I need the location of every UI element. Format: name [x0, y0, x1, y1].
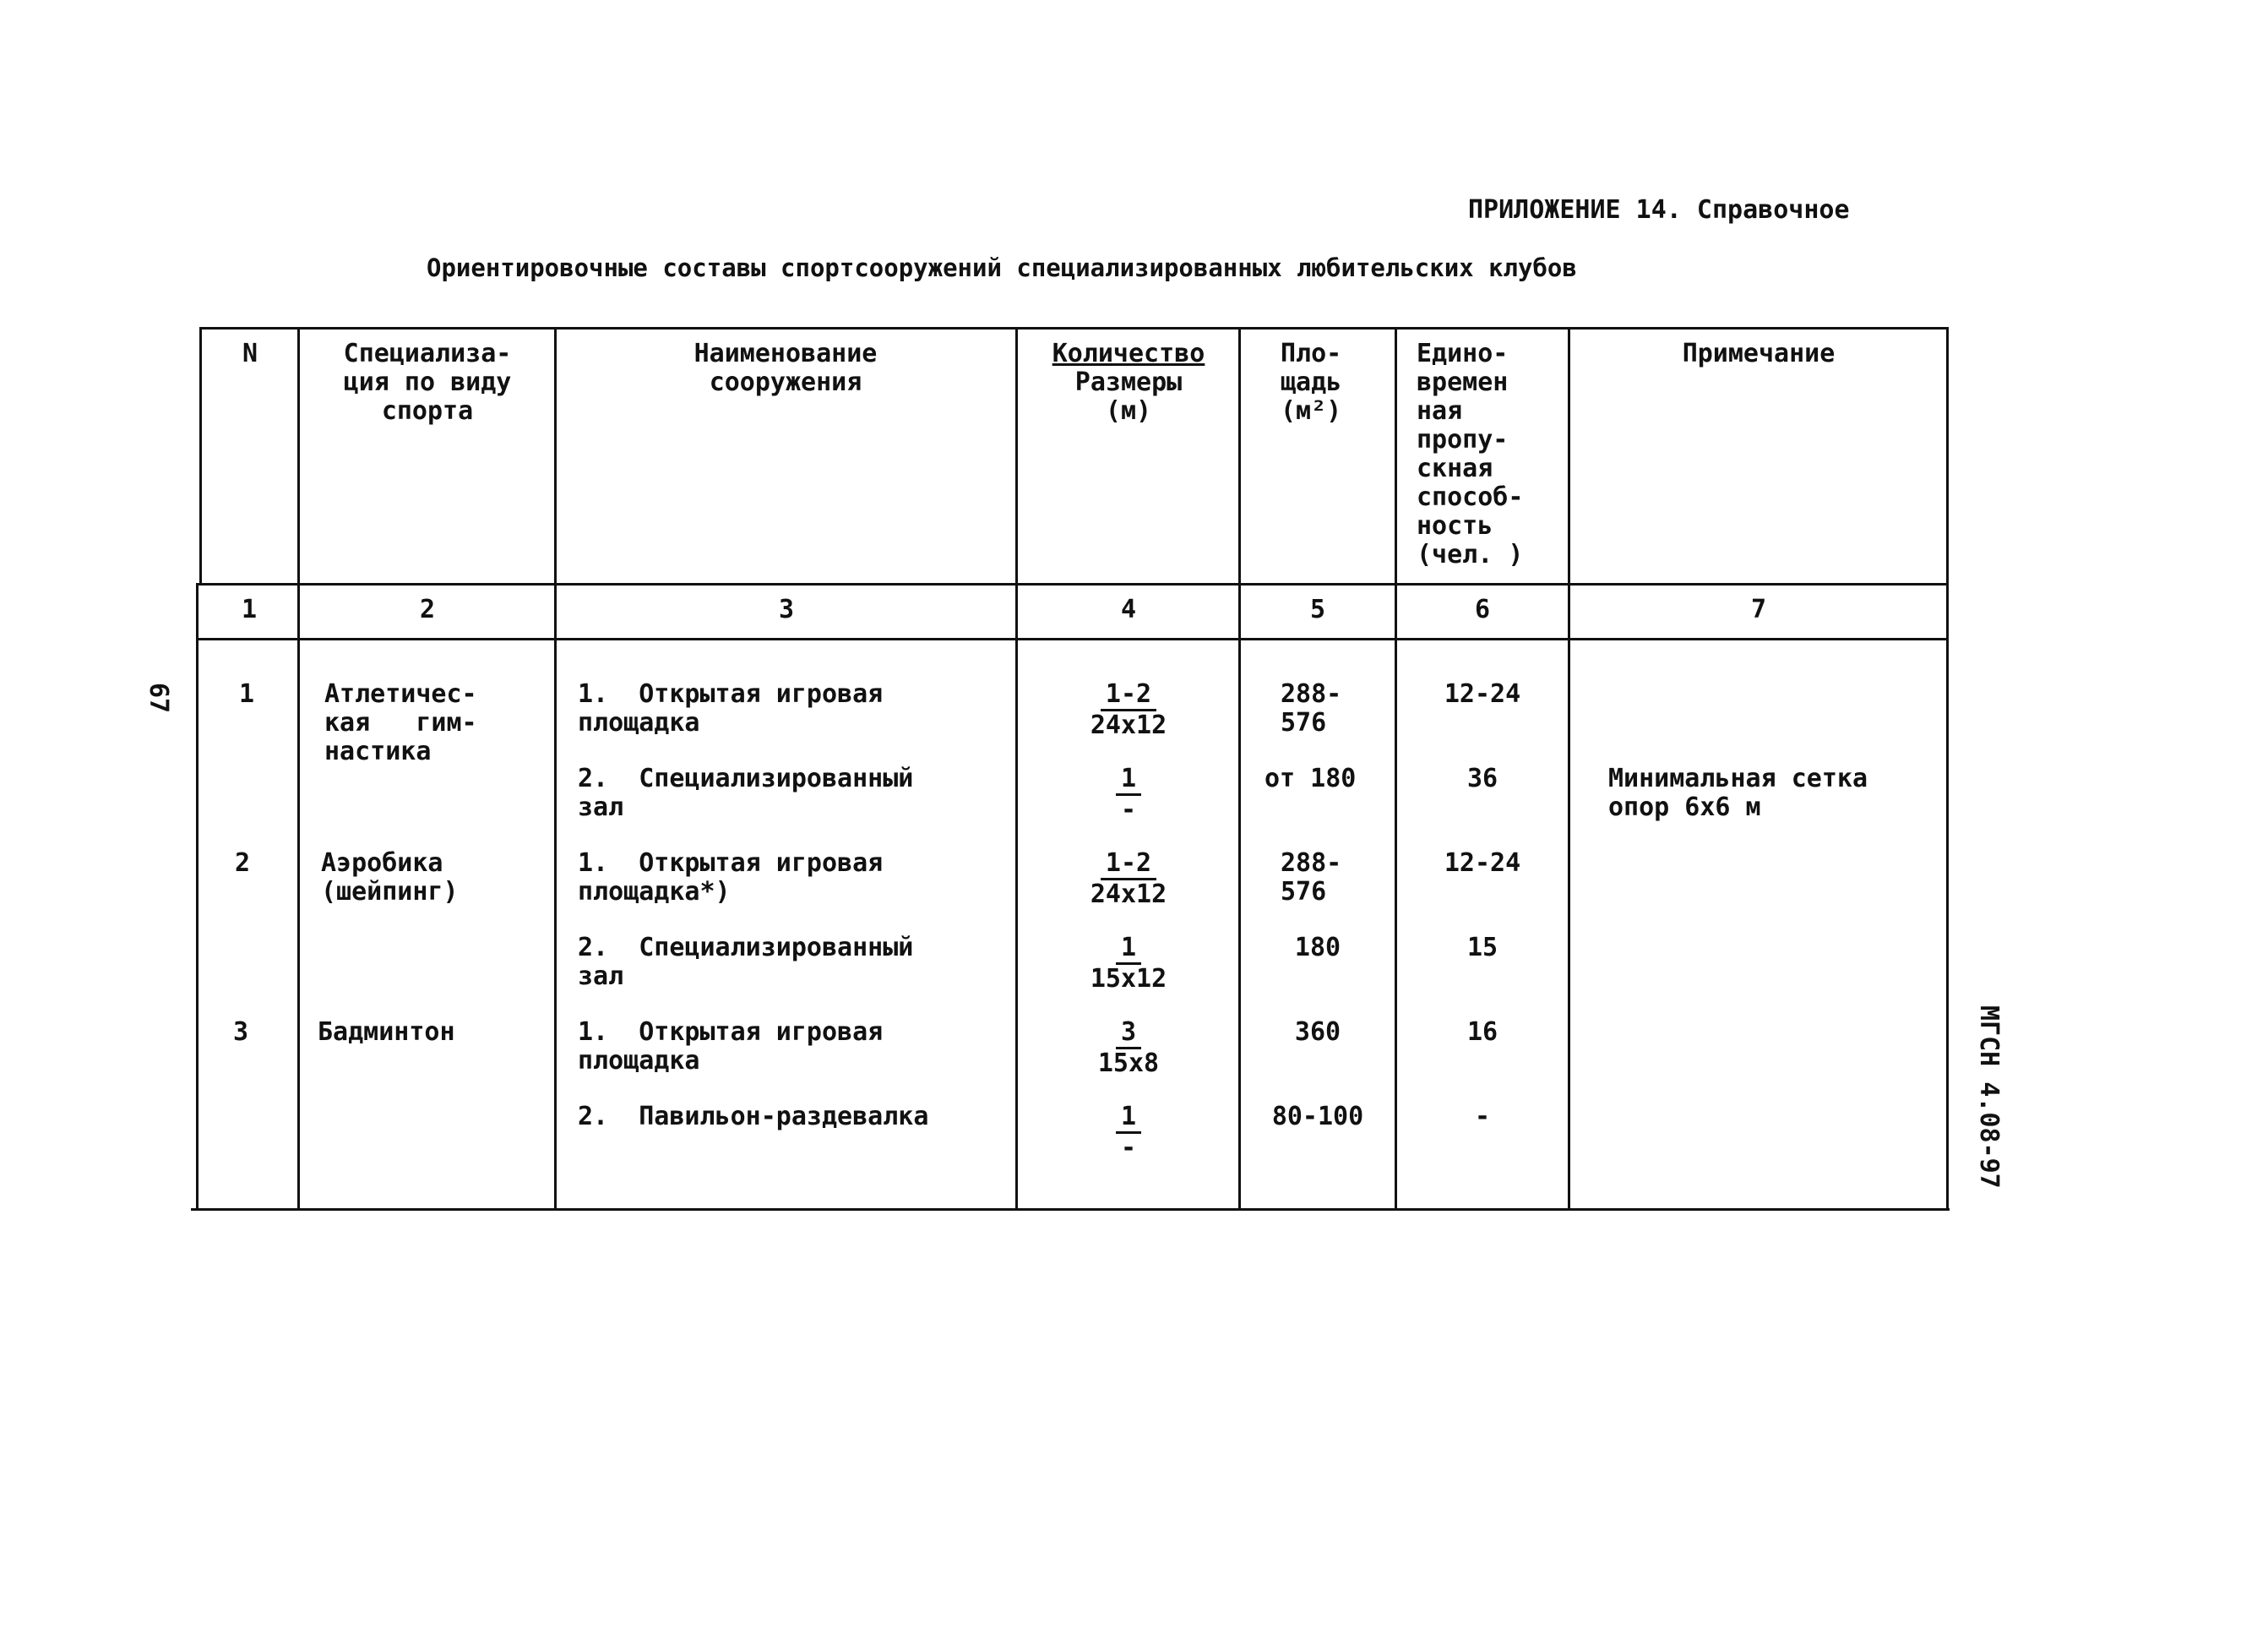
- column-number-4: 4: [1120, 595, 1137, 624]
- row-area: 360: [1294, 1017, 1341, 1047]
- row-facility-name: 1. Открытая игровая площадка: [578, 679, 884, 738]
- row-quantity: 1: [1116, 934, 1141, 965]
- row-size: -: [1120, 1133, 1137, 1163]
- row-facility-name: 1. Открытая игровая площадка: [578, 1017, 884, 1076]
- row-size: 24х12: [1090, 711, 1167, 740]
- row-area: 288- 576: [1281, 848, 1342, 907]
- header-col-note: Примечание: [1682, 339, 1836, 368]
- row-size: 24х12: [1090, 880, 1167, 909]
- row-capacity: 15: [1466, 933, 1498, 962]
- column-number-7: 7: [1750, 595, 1767, 624]
- row-capacity: -: [1474, 1102, 1491, 1131]
- row-area: 80-100: [1271, 1102, 1364, 1131]
- header-col-capacity: Едино- времен ная пропу- скная способ- ность (чел. ): [1417, 339, 1524, 569]
- row-quantity-size: [1044, 849, 1213, 909]
- row-capacity: 36: [1466, 764, 1498, 793]
- header-col-area: Пло- щадь (м²): [1281, 339, 1342, 426]
- column-number-1: 1: [241, 595, 258, 624]
- table-title: Ориентировочные составы спортсооружений специализированных любительских клубов: [427, 253, 1577, 282]
- header-col-specialization: Специализа- ция по виду спорта: [343, 339, 512, 426]
- page-number: 67: [144, 683, 173, 714]
- row-area: от 180: [1265, 764, 1357, 793]
- row-quantity: 1-2: [1101, 849, 1156, 880]
- row-size: 15х12: [1090, 964, 1167, 994]
- row-facility-name: 1. Открытая игровая площадка*): [578, 848, 884, 907]
- header-col-number: N: [242, 339, 258, 368]
- header-col-quantity: Количество: [1052, 339, 1205, 368]
- appendix-label: ПРИЛОЖЕНИЕ 14. Справочное: [1468, 195, 1850, 225]
- column-number-6: 6: [1474, 595, 1491, 624]
- row-specialization: Атлетичес- кая гим- настика: [324, 679, 477, 766]
- row-quantity: 1: [1116, 765, 1141, 796]
- column-number-5: 5: [1309, 595, 1326, 624]
- row-quantity: 1: [1116, 1103, 1141, 1134]
- row-size: -: [1120, 795, 1137, 825]
- row-note: Минимальная сетка опор 6х6 м: [1608, 764, 1868, 822]
- row-quantity-size: [1044, 1018, 1213, 1078]
- header-col-facility-name: Наименование сооружения: [693, 339, 878, 397]
- row-specialization: Бадминтон: [318, 1017, 455, 1047]
- row-facility-name: 2. Специализированный зал: [578, 764, 914, 822]
- row-area: 180: [1294, 933, 1341, 962]
- row-quantity-size: [1044, 1103, 1213, 1163]
- row-capacity: 12-24: [1444, 848, 1521, 878]
- row-number: 2: [235, 848, 251, 878]
- document-code: МГСН 4.08-97: [1974, 1005, 2004, 1189]
- row-quantity-size: [1044, 765, 1213, 825]
- row-area: 288- 576: [1281, 679, 1342, 738]
- row-quantity: 3: [1116, 1018, 1141, 1049]
- column-number-2: 2: [419, 595, 436, 624]
- row-size: 15х8: [1097, 1049, 1160, 1078]
- header-col-dimensions: Размеры (м): [1074, 368, 1183, 426]
- column-number-3: 3: [778, 595, 795, 624]
- row-number: 1: [239, 679, 255, 709]
- row-quantity-size: [1044, 680, 1213, 740]
- row-facility-name: 2. Специализированный зал: [578, 933, 914, 991]
- row-capacity: 16: [1466, 1017, 1498, 1047]
- row-quantity-size: [1044, 934, 1213, 994]
- row-capacity: 12-24: [1444, 679, 1521, 709]
- row-number: 3: [233, 1017, 249, 1047]
- row-quantity: 1-2: [1101, 680, 1156, 711]
- row-specialization: Аэробика (шейпинг): [321, 848, 459, 907]
- row-facility-name: 2. Павильон-раздевалка: [578, 1102, 929, 1131]
